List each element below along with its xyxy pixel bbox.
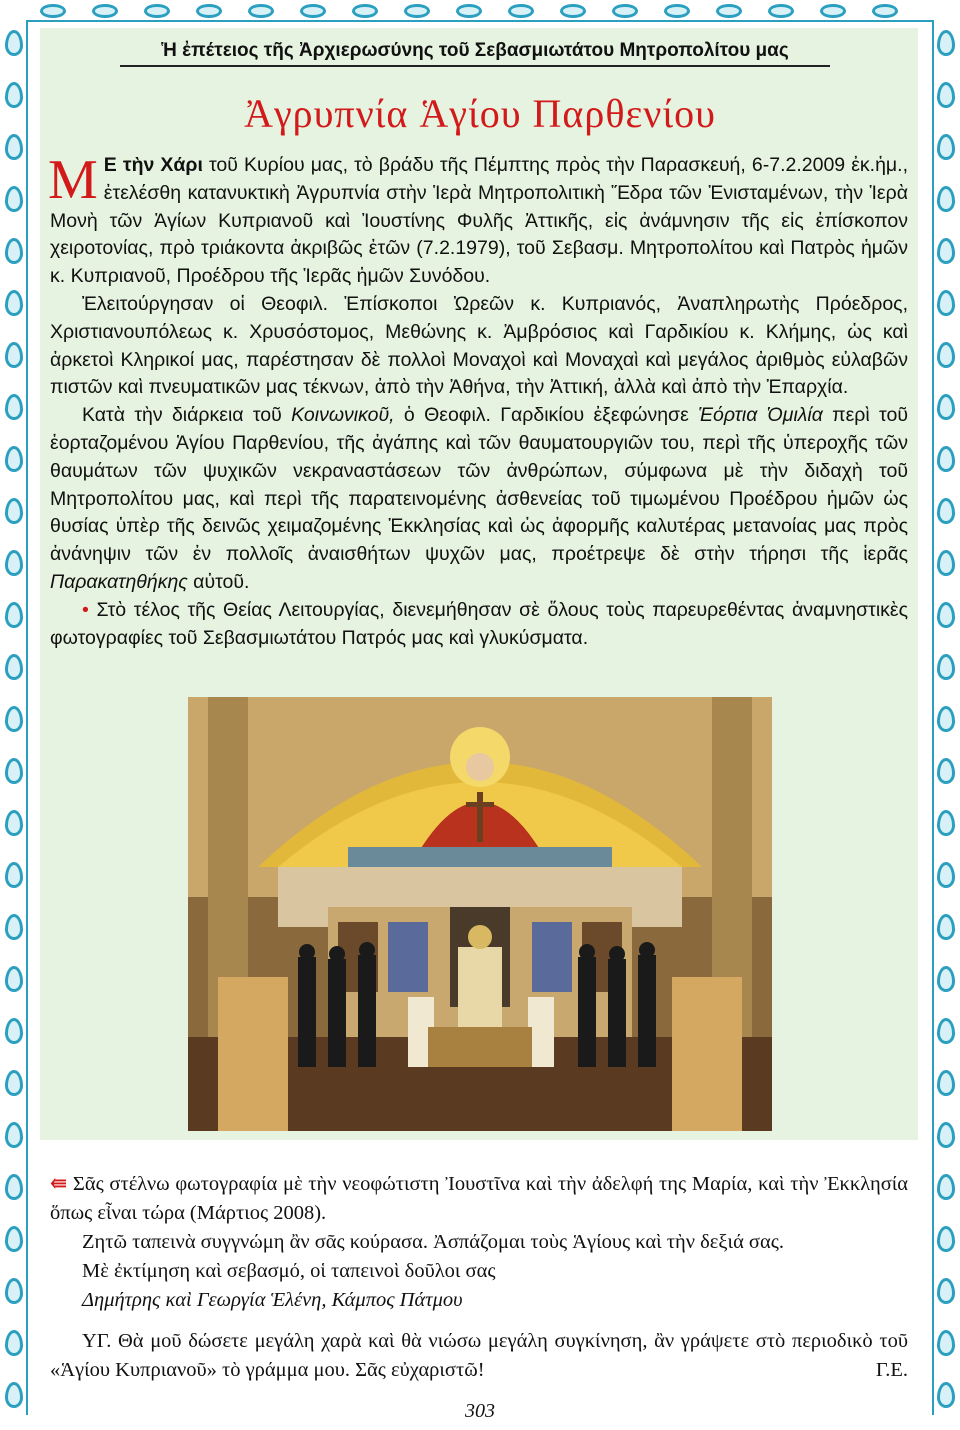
letter-paragraph-1 xyxy=(50,1170,908,1228)
border-ornament-icon xyxy=(937,446,955,472)
border-ornament-icon xyxy=(937,914,955,940)
paragraph-4-text: Στὸ τέλος τῆς Θείας Λειτουργίας, διενεμήθησαν σὲ ὅλους τοὺς παρευρεθέντας ἀναμνηστικὲς φωτογραφίες τοῦ Σεβασμιωτάτου Πατρός μας καὶ γλυκύσματα. xyxy=(50,598,908,649)
article-body xyxy=(48,149,908,652)
border-ornament-icon xyxy=(248,4,274,18)
bullet-icon: • xyxy=(82,598,89,621)
border-ornament-icon xyxy=(937,966,955,992)
border-ornament-icon xyxy=(5,1330,23,1356)
p3-a: Κατὰ τὴν διάρκεια τοῦ xyxy=(82,404,292,427)
border-ornament-icon xyxy=(768,4,794,18)
ps-text: ΥΓ. Θὰ μοῦ δώσετε μεγάλη χαρὰ καὶ θὰ νιώσω μεγάλη συγκίνηση, ἂν γράψετε στὸ περιοδικὸ τοῦ «Ἁγίου Κυπριανοῦ» τὸ γράμμα μου. Σᾶς εὐχαριστῶ! xyxy=(50,1330,908,1381)
border-ornament-icon xyxy=(404,4,430,18)
border-ornament-icon xyxy=(937,602,955,628)
border-ornament-icon xyxy=(937,134,955,160)
border-ornament-icon xyxy=(5,290,23,316)
border-ornament-icon xyxy=(937,1174,955,1200)
border-ornament-icon xyxy=(5,342,23,368)
border-line-right xyxy=(932,20,934,1415)
border-ornament-icon xyxy=(5,706,23,732)
p3-b: Κοινωνικοῦ, xyxy=(291,404,395,427)
border-ornament-icon xyxy=(5,602,23,628)
border-ornament-icon xyxy=(92,4,118,18)
letter-line-2: Ζητῶ ταπεινὰ συγγνώμη ἂν σᾶς κούρασα. Ἀσπάζομαι τοὺς Ἁγίους καὶ τὴν δεξιά σας. xyxy=(82,1231,784,1253)
border-ornament-icon xyxy=(5,1018,23,1044)
letter-postscript xyxy=(50,1327,908,1385)
p3-d: Ἑόρτια Ὁμιλία xyxy=(698,404,823,427)
dropcap: Μ xyxy=(48,149,98,211)
border-line-top xyxy=(26,20,934,22)
border-ornament-icon xyxy=(5,810,23,836)
border-ornament-icon xyxy=(5,1070,23,1096)
border-ornament-icon xyxy=(937,1018,955,1044)
border-ornament-icon xyxy=(5,394,23,420)
border-ornament-icon xyxy=(937,290,955,316)
letter-line-3: Μὲ ἐκτίμηση καὶ σεβασμό, οἱ ταπεινοὶ δοῦλοι σας xyxy=(82,1260,496,1282)
page-header: Ἡ ἐπέτειος τῆς Ἀρχιερωσύνης τοῦ Σεβασμιωτάτου Μητροπολίτου μας xyxy=(120,40,830,67)
border-ornament-icon xyxy=(5,1278,23,1304)
border-ornament-icon xyxy=(144,4,170,18)
border-ornament-icon xyxy=(196,4,222,18)
border-ornament-icon xyxy=(560,4,586,18)
border-ornament-icon xyxy=(508,4,534,18)
p3-e: περὶ τοῦ ἑορταζομένου Ἁγίου Παρθενίου, τῆς ἀγάπης καὶ τῶν θαυματουργιῶν του, περὶ τῆς ὑπεροχῆς τῶν θαυμάτων τῶν ψυχικῶν νεκραναστάσεων τῶν ἀνθρώπων, σύμφωνα μὲ τὴν διδαχὴ τοῦ Μητροπολίτου μας, καὶ περὶ τῆς παρατεινομένης ἀσθενείας τοῦ τιμωμένου Προέδρου ἡμῶν ὡς θυσίας ὑπὲρ τῆς δεινῶς χειμαζομένης Ἐκκλησίας καὶ ὡς ἀφορμῆς καλυτέρας μετανοίας μας πρὸς ἀνάνηψιν τῶν ἐν πολλοῖς ἀναισθήτων ψυχῶν μας, προέτρεψε δὲ στὴν τήρησι τῆς ἱερᾶς xyxy=(50,404,908,566)
border-ornament-icon xyxy=(5,758,23,784)
border-ornament-icon xyxy=(664,4,690,18)
reader-letter xyxy=(50,1170,908,1385)
border-ornament-icon xyxy=(5,446,23,472)
border-ornament-icon xyxy=(937,1278,955,1304)
border-ornament-icon xyxy=(5,966,23,992)
border-ornament-icon xyxy=(5,862,23,888)
border-ornament-icon xyxy=(937,498,955,524)
border-ornament-icon xyxy=(937,186,955,212)
letter-initials: Γ.Ε. xyxy=(875,1359,908,1381)
border-ornament-icon xyxy=(937,238,955,264)
paragraph-1 xyxy=(48,149,908,291)
lead-words: Ε τὴν Χάρι xyxy=(103,154,203,176)
p3-c: ὁ Θεοφιλ. Γαρδικίου ἐξεφώνησε xyxy=(394,404,699,427)
border-ornament-icon xyxy=(5,1226,23,1252)
letter-p1-text: Σᾶς στέλνω φωτογραφία μὲ τὴν νεοφώτιστη Ἰουστῖνα καὶ τὴν ἀδελφή της Μαρία, καὶ τὴν Ἐκκλησία ὅπως εἶναι τώρα (Μάρτιος 2008). xyxy=(50,1173,908,1224)
border-ornament-icon xyxy=(872,4,898,18)
border-line-left xyxy=(26,20,28,1415)
border-ornament-icon xyxy=(612,4,638,18)
arrow-left-icon: ⇚ xyxy=(50,1173,68,1195)
border-ornament-icon xyxy=(5,498,23,524)
border-ornament-icon xyxy=(937,862,955,888)
paragraph-2: Ἐλειτούργησαν οἱ Θεοφιλ. Ἐπίσκοποι Ὠρεῶν κ. Κυπριανός, Ἀναπληρωτὴς Πρόεδρος, Χριστιανουπόλεως κ. Χρυσόστομος, Μεθώνης κ. Ἀμβρόσιος καὶ Γαρδικίου κ. Κλήμης, ὡς καὶ ἀρκετοὶ Κληρικοί μας, παρέστησαν δὲ πολλοὶ Μοναχοὶ καὶ Μοναχαὶ καὶ μεγάλος ἀριθμὸς εὐλαβῶν πιστῶν καὶ πνευματικῶν μας τέκνων, ἀπὸ τὴν Ἀθήνα, τὴν Ἀττική, ἀλλὰ καὶ ἀπὸ τὴν Ἐπαρχία. xyxy=(50,292,908,399)
border-ornament-icon xyxy=(5,914,23,940)
church-photo xyxy=(188,697,772,1131)
border-ornament-icon xyxy=(5,1174,23,1200)
border-ornament-icon xyxy=(5,238,23,264)
border-ornament-icon xyxy=(5,134,23,160)
border-ornament-icon xyxy=(937,30,955,56)
border-ornament-icon xyxy=(352,4,378,18)
border-ornament-icon xyxy=(937,706,955,732)
border-ornament-icon xyxy=(937,1070,955,1096)
border-ornament-icon xyxy=(300,4,326,18)
border-ornament-icon xyxy=(937,810,955,836)
border-ornament-icon xyxy=(40,4,66,18)
border-ornament-icon xyxy=(937,550,955,576)
border-ornament-icon xyxy=(937,1330,955,1356)
paragraph-4 xyxy=(50,597,908,653)
p3-f: Παρακατηθήκης xyxy=(50,570,188,593)
paragraph-1-text: τοῦ Κυρίου μας, τὸ βράδυ τῆς Πέμπτης πρὸς τὴν Παρασκευή, 6-7.2.2009 ἐκ.ἡμ., ἐτελέσθη κατανυκτικὴ Ἀγρυπνία στὴν Ἱερὰ Μητροπολιτικὴ Ἕδρα τῶν Ἐνισταμένων, τὴν Ἱερὰ Μονὴ τῶν Ἁγίων Κυπριανοῦ καὶ Ἰουστίνης Φυλῆς Ἀττικῆς, εἰς ἀνάμνησιν τῆς εἰς ἐπίσκοπον χειροτονίας, πρὸ τριάκοντα ἀκριβῶς ἐτῶν (7.2.1979), τοῦ Σεβασμ. Μητροπολίτου καὶ Πατρὸς ἡμῶν κ. Κυπριανοῦ, Προέδρου τῆς Ἱερᾶς ἡμῶν Συνόδου. xyxy=(50,154,908,288)
border-ornament-icon xyxy=(937,1122,955,1148)
letter-signature: Δημήτρης καὶ Γεωργία Ἑλένη, Κάμπος Πάτμου xyxy=(82,1289,463,1311)
page-number: 303 xyxy=(465,1400,495,1422)
border-ornament-icon xyxy=(5,550,23,576)
border-ornament-icon xyxy=(937,1226,955,1252)
p3-g: αὐτοῦ. xyxy=(187,570,250,593)
border-ornament-icon xyxy=(456,4,482,18)
border-ornament-icon xyxy=(5,186,23,212)
border-ornament-icon xyxy=(716,4,742,18)
border-ornament-icon xyxy=(5,30,23,56)
border-ornament-icon xyxy=(937,394,955,420)
article-title: Ἀγρυπνία Ἁγίου Παρθενίου xyxy=(244,91,716,136)
border-ornament-icon xyxy=(820,4,846,18)
border-ornament-icon xyxy=(5,1122,23,1148)
border-ornament-icon xyxy=(5,654,23,680)
border-ornament-icon xyxy=(937,654,955,680)
border-ornament-icon xyxy=(937,758,955,784)
paragraph-3 xyxy=(50,402,908,597)
border-ornament-icon xyxy=(937,342,955,368)
